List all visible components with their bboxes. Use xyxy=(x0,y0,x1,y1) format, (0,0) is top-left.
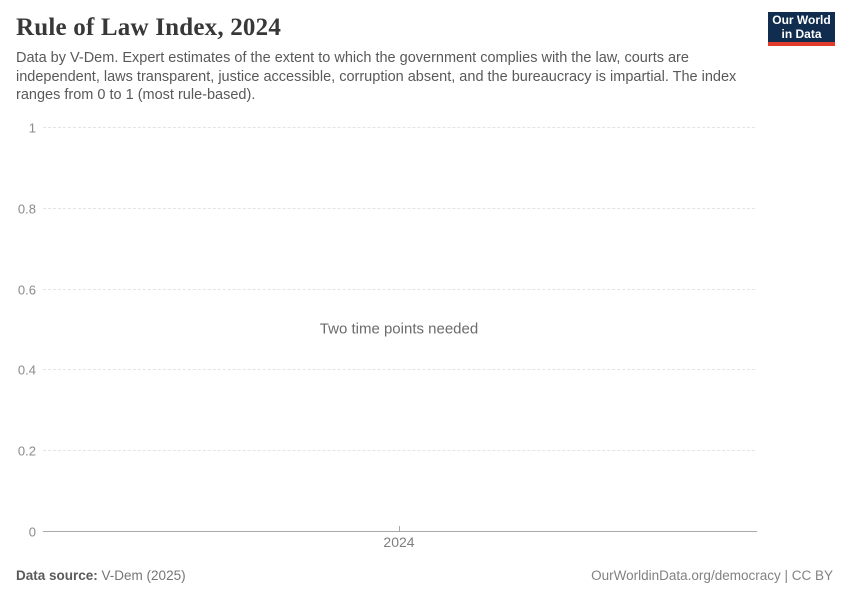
y-tick-label: 0 xyxy=(28,524,36,540)
credit-url-link[interactable]: OurWorldinData.org/democracy xyxy=(591,568,781,583)
credit-separator: | xyxy=(780,568,792,583)
y-tick-label: 0.2 xyxy=(17,443,36,459)
data-source xyxy=(16,568,186,583)
y-tick-label: 1 xyxy=(28,120,36,136)
y-tick-label: 0.4 xyxy=(17,362,36,378)
gridline-0.4 xyxy=(17,362,755,378)
data-source-label: Data source: xyxy=(16,568,98,583)
data-source-value[interactable]: V-Dem (2025) xyxy=(101,568,186,583)
chart-footer xyxy=(16,568,833,583)
x-axis-tick xyxy=(399,526,400,531)
x-tick-label: 2024 xyxy=(383,534,415,550)
credit-license-link[interactable]: CC BY xyxy=(791,568,833,583)
gridline-0.8 xyxy=(17,201,755,217)
footer-credit xyxy=(591,568,833,583)
plot-area xyxy=(17,120,755,550)
owid-logo-line2: in Data xyxy=(781,27,822,41)
x-axis-line xyxy=(28,524,757,540)
owid-logo-line1: Our World xyxy=(772,13,831,27)
gridline-0.6 xyxy=(17,282,755,298)
chart-header xyxy=(16,14,834,105)
empty-state-message: Two time points needed xyxy=(319,320,479,338)
chart-title: Rule of Law Index, 2024 xyxy=(16,14,282,41)
owid-logo[interactable] xyxy=(768,12,835,46)
y-tick-label: 0.8 xyxy=(17,201,36,217)
y-tick-label: 0.6 xyxy=(17,282,36,298)
gridline-0.2 xyxy=(17,443,755,459)
gridline-1 xyxy=(28,120,755,136)
chart-subtitle: Data by V-Dem. Expert estimates of the extent to which the government complies with the law, courts are independent, laws transparent, justice accessible, corruption absent, and the bureaucracy is impartial. The index ranges from 0 to 1 (most rule-based). xyxy=(16,50,737,103)
